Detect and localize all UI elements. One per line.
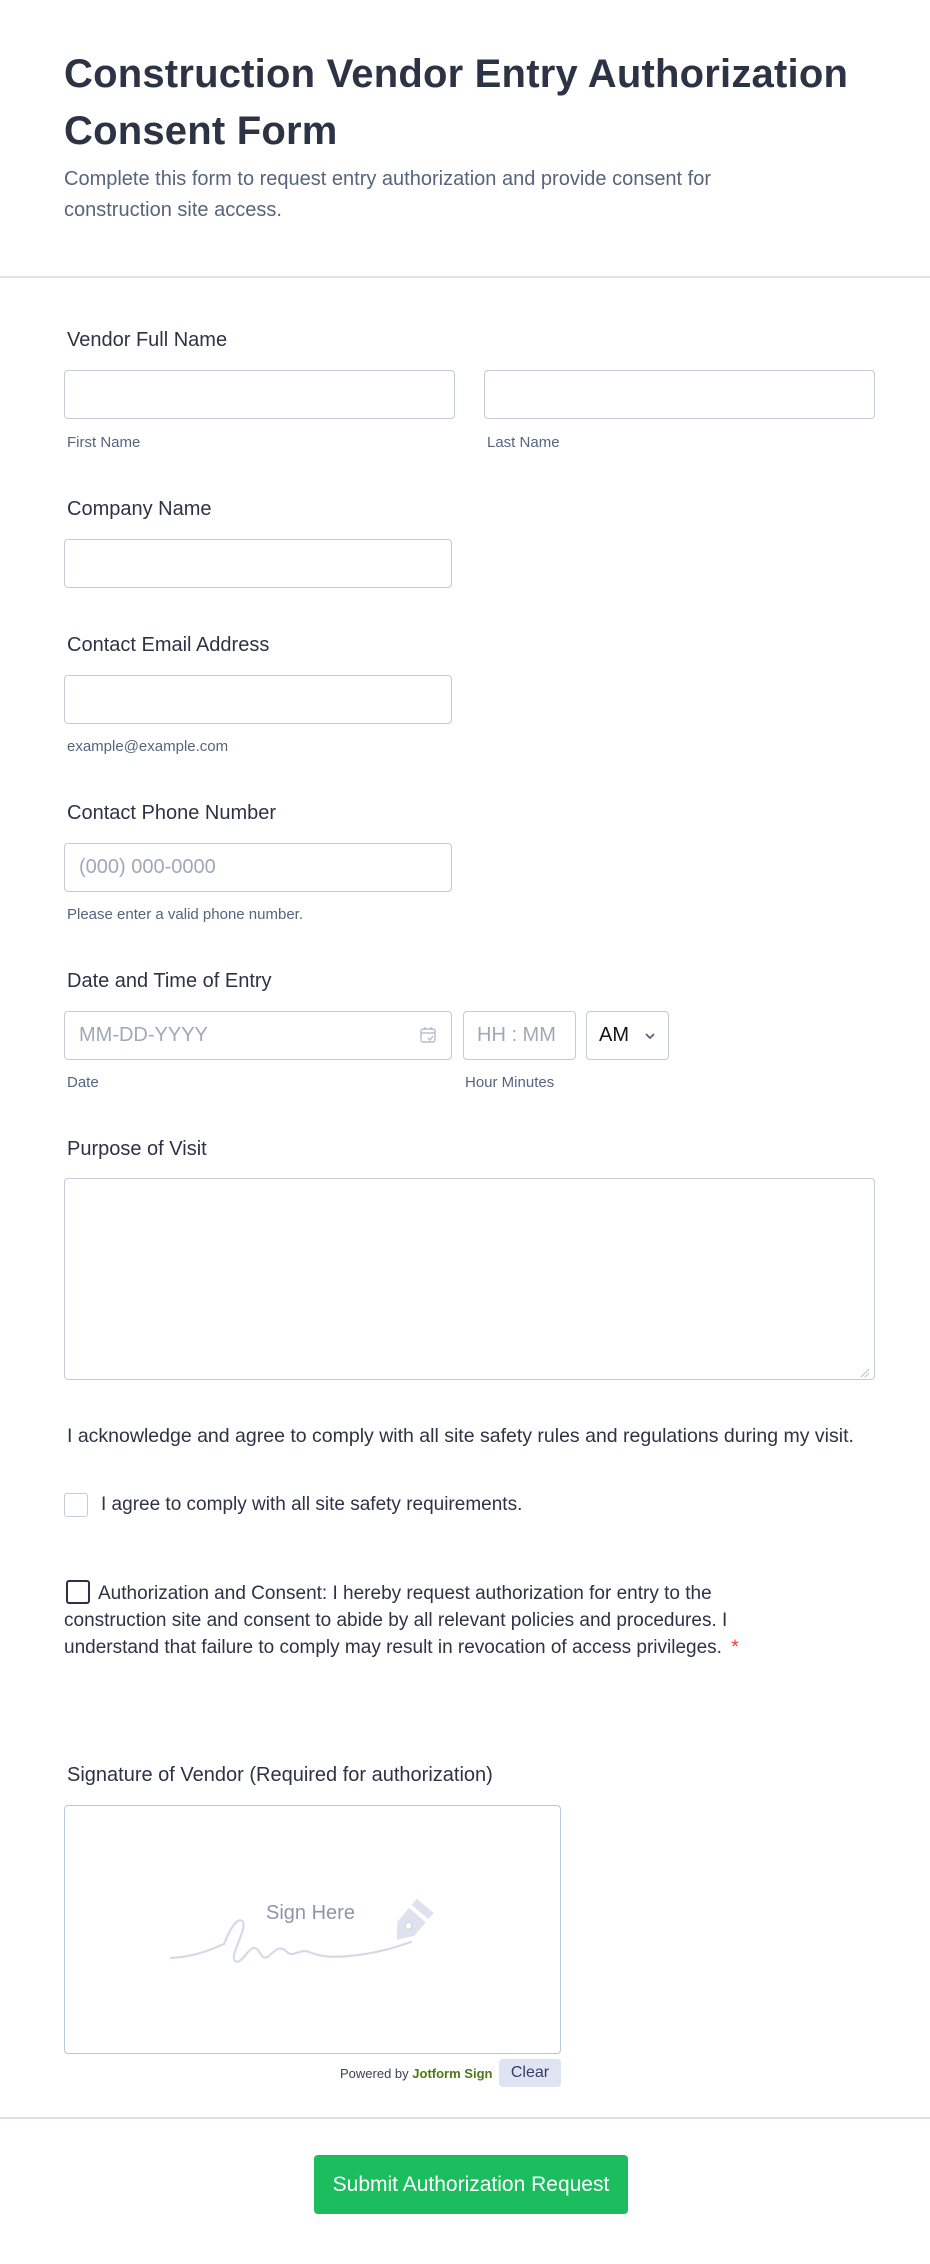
header-divider xyxy=(0,276,930,278)
calendar-icon[interactable] xyxy=(419,1026,437,1049)
resize-handle-icon[interactable] xyxy=(860,1365,870,1375)
jotform-sign-link[interactable]: Jotform Sign xyxy=(412,2066,493,2081)
safety-checkbox[interactable] xyxy=(64,1493,88,1517)
datetime-label: Date and Time of Entry xyxy=(67,970,272,992)
vendor-name-label: Vendor Full Name xyxy=(67,329,228,351)
sign-here-placeholder: Sign Here xyxy=(266,1902,355,1924)
signature-label: Signature of Vendor (Required for authorization) xyxy=(67,1764,493,1786)
time-input[interactable] xyxy=(463,1011,576,1060)
first-name-value xyxy=(65,383,79,405)
date-sublabel: Date xyxy=(67,1074,99,1091)
safety-label: I acknowledge and agree to comply with all site safety rules and regulations during my visit. xyxy=(67,1425,854,1447)
page-subtitle: Complete this form to request entry authorization and provide consent for construction site access. xyxy=(64,168,712,221)
phone-input[interactable] xyxy=(64,843,452,892)
time-placeholder: HH : MM xyxy=(477,1024,556,1046)
powered-by-text: Powered by xyxy=(340,2066,409,2081)
required-asterisk: * xyxy=(731,1637,739,1658)
consent-block xyxy=(64,1580,764,1661)
last-name-input[interactable] xyxy=(484,370,875,419)
last-name-value xyxy=(485,383,499,405)
footer-divider xyxy=(0,2117,930,2119)
last-name-sublabel: Last Name xyxy=(487,434,560,451)
first-name-sublabel: First Name xyxy=(67,434,141,451)
first-name-input[interactable] xyxy=(64,370,455,419)
email-label: Contact Email Address xyxy=(67,634,270,656)
company-name-input[interactable] xyxy=(64,539,452,588)
time-sublabel: Hour Minutes xyxy=(465,1074,555,1091)
signature-pad[interactable] xyxy=(64,1805,561,2054)
ampm-value: AM xyxy=(599,1024,629,1046)
phone-placeholder: (000) 000-0000 xyxy=(79,856,216,878)
date-input[interactable] xyxy=(64,1011,452,1060)
clear-signature-button[interactable]: Clear xyxy=(499,2059,561,2087)
consent-text: Authorization and Consent: I hereby request authorization for entry to the construction site and consent to abide by all relevant policies and procedures. I understand that failure to comply may result in revocation of access privileges. xyxy=(64,1583,728,1658)
signature-squiggle-icon xyxy=(169,1886,469,1966)
purpose-textarea[interactable] xyxy=(64,1178,875,1380)
email-value xyxy=(65,688,79,710)
safety-option-label[interactable]: I agree to comply with all site safety requirements. xyxy=(101,1494,523,1515)
consent-checkbox[interactable] xyxy=(66,1580,90,1604)
purpose-label: Purpose of Visit xyxy=(67,1138,207,1160)
chevron-down-icon xyxy=(644,1029,656,1041)
submit-button[interactable]: Submit Authorization Request xyxy=(314,2155,628,2214)
phone-label: Contact Phone Number xyxy=(67,802,277,824)
date-placeholder: MM-DD-YYYY xyxy=(79,1024,208,1046)
company-name-label: Company Name xyxy=(67,498,212,520)
email-sublabel: example@example.com xyxy=(67,738,229,755)
powered-by xyxy=(340,2066,492,2081)
ampm-select[interactable] xyxy=(586,1011,669,1060)
page-title: Construction Vendor Entry Authorization Consent Form xyxy=(64,52,849,153)
email-input[interactable] xyxy=(64,675,452,724)
phone-sublabel: Please enter a valid phone number. xyxy=(67,906,303,923)
company-name-value xyxy=(65,552,79,574)
